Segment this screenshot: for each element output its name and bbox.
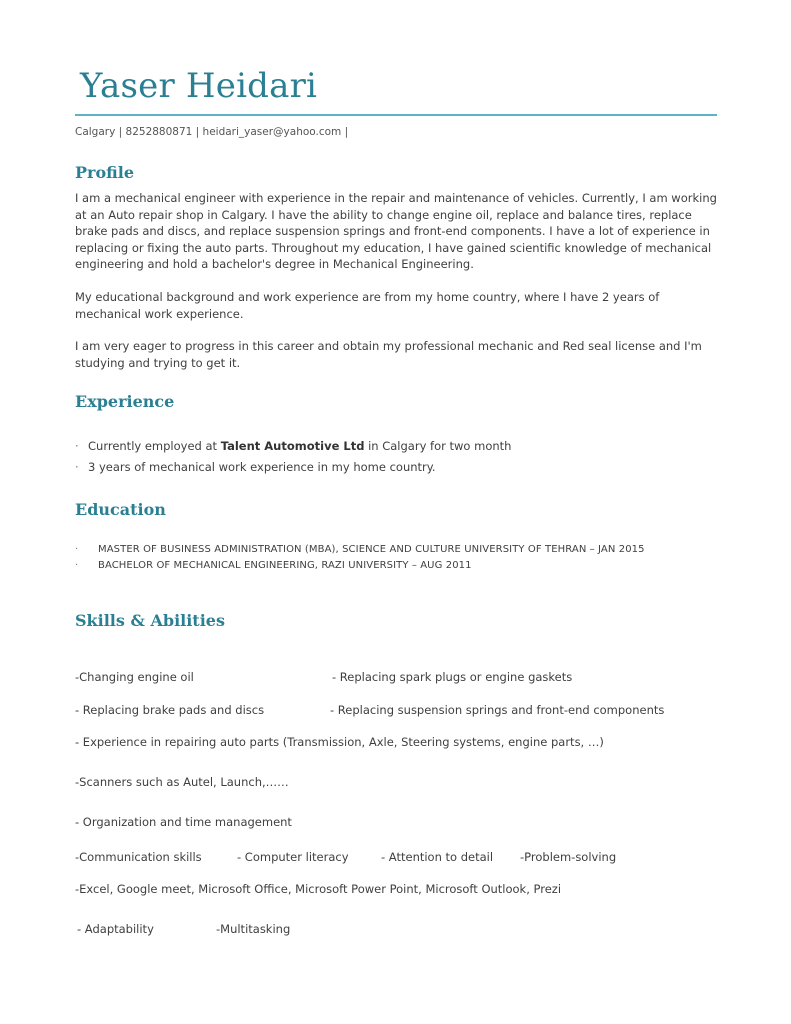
- bullet-glyph: ·: [75, 439, 79, 453]
- skill-item: -Excel, Google meet, Microsoft Office, Microsoft Power Point, Microsoft Outlook, Prezi: [75, 882, 562, 896]
- bullet-glyph: ·: [75, 544, 79, 555]
- profile-paragraph: I am very eager to progress in this career and obtain my professional mechanic and Red seal license and I'm studying and trying to get it.: [75, 339, 702, 370]
- experience-item-text: Currently employed at: [88, 439, 221, 453]
- skill-item: - Adaptability: [77, 922, 154, 936]
- skill-item: -Scanners such as Autel, Launch,……: [75, 775, 289, 789]
- profile-paragraph: My educational background and work experience are from my home country, where I have 2 years of mechanical work experience.: [75, 290, 660, 321]
- profile-paragraph: I am a mechanical engineer with experience in the repair and maintenance of vehicles. Currently, I am working at an Auto repair shop in Calgary. I have the ability to change engine oil, replace and balance tires, replace brake pads and discs, and replace suspension springs and front-end components. I have a lot of experience in replacing or fixing the auto parts. Throughout my education, I have gained scientific knowledge of mechanical engineering and hold a bachelor's degree in Mechanical Engineering.: [75, 191, 717, 271]
- experience-item: [75, 439, 511, 460]
- profile-heading: Profile: [75, 163, 135, 182]
- education-item-text: MASTER OF BUSINESS ADMINISTRATION (MBA), SCIENCE AND CULTURE UNIVERSITY OF TEHRAN – JAN 2015: [98, 544, 645, 555]
- education-list: [75, 544, 645, 576]
- employer-name: Talent Automotive Ltd: [220, 439, 365, 453]
- bullet-glyph: ·: [75, 560, 79, 571]
- education-heading: Education: [75, 500, 166, 519]
- education-item: [75, 544, 645, 560]
- skill-item: -Communication skills: [75, 850, 202, 864]
- bullet-glyph: ·: [75, 460, 79, 474]
- experience-item-text: in Calgary for two month: [364, 439, 512, 453]
- education-item: [75, 560, 645, 576]
- candidate-name: Yaser Heidari: [80, 66, 318, 106]
- skill-item: -Problem-solving: [520, 850, 617, 864]
- header-divider: [75, 114, 717, 116]
- skill-item: - Organization and time management: [75, 815, 292, 829]
- skill-item: - Replacing suspension springs and front-end components: [330, 703, 665, 717]
- skill-item: - Replacing brake pads and discs: [75, 703, 265, 717]
- skill-item: - Computer literacy: [237, 850, 349, 864]
- experience-list: [75, 439, 511, 481]
- skill-item: -Changing engine oil: [75, 670, 194, 684]
- skill-item: - Experience in repairing auto parts (Transmission, Axle, Steering systems, engine parts, …): [75, 735, 604, 749]
- experience-item-text: 3 years of mechanical work experience in my home country.: [88, 460, 436, 474]
- contact-line: Calgary | 8252880871 | heidari_yaser@yahoo.com |: [75, 126, 349, 138]
- experience-heading: Experience: [75, 392, 175, 411]
- skill-item: - Attention to detail: [381, 850, 494, 864]
- experience-item: [75, 460, 511, 481]
- skill-item: - Replacing spark plugs or engine gaskets: [332, 670, 573, 684]
- education-item-text: BACHELOR OF MECHANICAL ENGINEERING, RAZI UNIVERSITY – AUG 2011: [98, 560, 472, 571]
- skill-item: -Multitasking: [216, 922, 291, 936]
- skills-heading: Skills & Abilities: [75, 611, 225, 630]
